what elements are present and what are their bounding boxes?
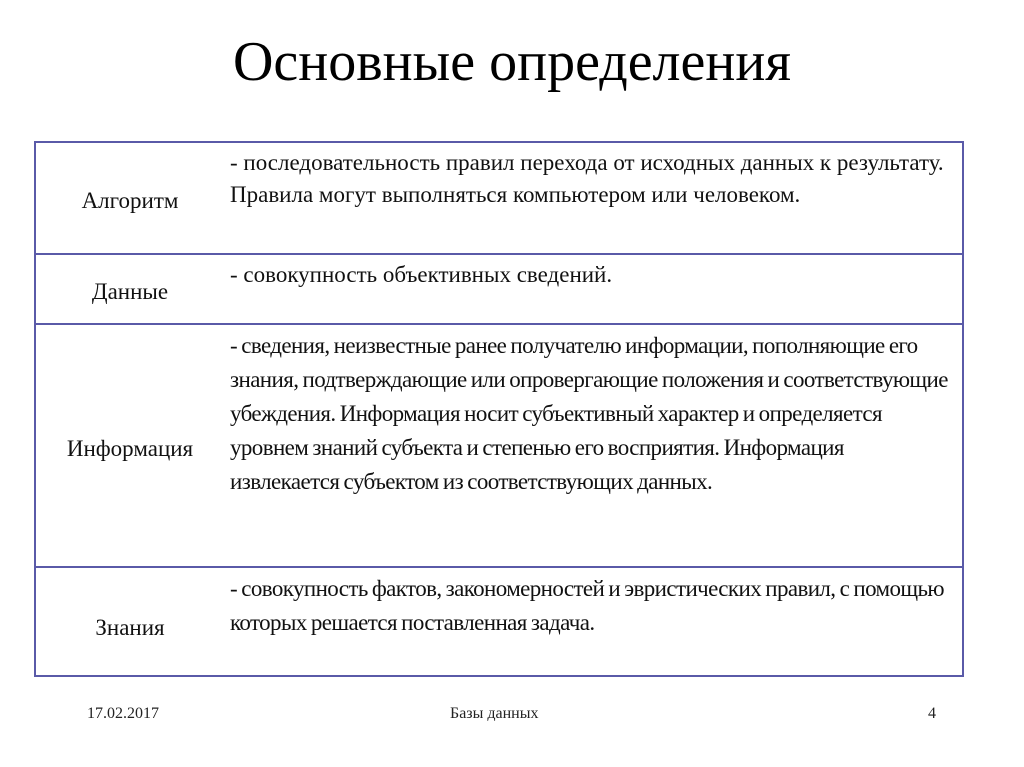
table-row	[36, 323, 962, 566]
table-row	[36, 566, 962, 675]
definition-cell: - совокупность объективных сведений.	[230, 262, 613, 287]
term-cell: Данные	[91, 279, 169, 304]
term-cell: Алгоритм	[81, 188, 179, 213]
definition-cell: - последовательность правил перехода от исходных данных к результату. Правила могут выполняться компьютером или человеком.	[230, 150, 944, 207]
definition-cell: - совокупность фактов, закономерностей и эвристических правил, с помощью которых решается поставленная задача.	[230, 576, 944, 635]
term-cell: Информация	[66, 435, 194, 461]
footer-subject: Базы данных	[450, 705, 539, 722]
slide-title: Основные определения	[232, 31, 792, 93]
table-row	[36, 253, 962, 323]
definitions-table	[34, 141, 964, 677]
definition-cell: - сведения, неизвестные ранее получателю информации, пополняющие его знания, подтверждающие или опровергающие положения и соответствующие убеждения. Информация носит субъективный характер и определяется уровнем знаний субъекта и степенью его восприятия. Информация извлекается субъектом из соответствующих данных.	[230, 333, 948, 494]
footer-date: 17.02.2017	[87, 705, 159, 722]
footer-page-number: 4	[928, 705, 936, 722]
term-cell: Знания	[95, 614, 165, 640]
table-row	[36, 143, 962, 253]
